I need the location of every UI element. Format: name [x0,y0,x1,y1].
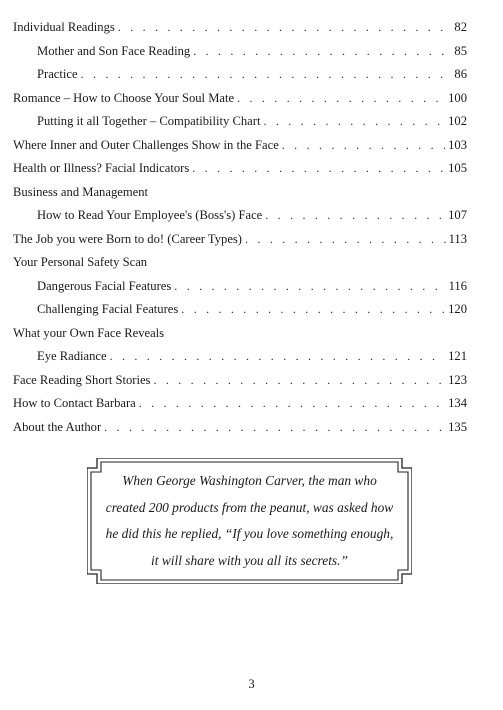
toc-entry [13,110,467,134]
dot-leader [245,228,446,252]
toc-entry-title: What your Own Face Reveals [13,325,165,340]
dot-leader [104,416,445,440]
toc-entry [13,345,467,369]
toc-entry-title: Practice [37,67,78,81]
toc-entry-page: 135 [448,419,467,434]
dot-leader [263,110,445,134]
quote-line: When George Washington Carver, the man who [122,473,377,488]
toc-entry-page: 121 [448,349,467,363]
carver-quote [105,468,394,574]
dot-leader [193,40,446,64]
dot-leader [265,204,445,228]
toc-entry-title: How to Contact Barbara [13,396,136,410]
toc-entry [13,63,467,87]
dot-leader [110,345,446,369]
toc-entry [13,322,467,346]
toc-entry-title: Dangerous Facial Features [37,278,172,293]
toc-entry [13,87,467,111]
dot-leader [237,87,445,111]
dot-leader [192,157,445,181]
toc-entry-title: The Job you were Born to do! (Career Types) [13,231,243,246]
toc-entry-title: Mother and Son Face Reading [37,43,191,58]
quote-line: he did this he replied, “If you love something enough, [105,526,394,541]
toc-entry [13,228,467,252]
dot-leader [282,134,445,158]
toc-entry-title: Eye Radiance [37,349,107,363]
toc-entry [13,392,467,416]
toc-entry [13,275,467,299]
toc-entry-title: Putting it all Together – Compatibility Chart [37,114,261,128]
toc-entry-page: 120 [448,302,467,316]
dot-leader [139,392,445,416]
quote-line: created 200 products from the peanut, was asked how [105,499,394,515]
toc-entry-title: Romance – How to Choose Your Soul Mate [13,90,235,105]
toc-entry [13,40,467,64]
toc-entry-title: How to Read Your Employee's (Boss's) Face [37,208,263,222]
toc-entry-title: About the Author [13,419,102,434]
toc-entry-title: Challenging Facial Features [37,302,179,316]
toc-entry-page: 105 [448,161,467,175]
dot-leader [174,275,445,299]
dot-leader [81,63,446,87]
dot-leader [181,298,445,322]
toc-entry-page: 134 [448,396,467,410]
toc-entry-title: Face Reading Short Stories [13,372,151,387]
table-of-contents [13,16,467,439]
toc-entry-page: 86 [454,67,467,81]
toc-entry [13,369,467,393]
toc-entry-page: 100 [448,90,467,105]
quote-line: it will share with you all its secrets.” [151,552,348,568]
toc-entry-title: Health or Illness? Facial Indicators [13,161,190,175]
toc-entry [13,251,467,275]
toc-entry-page: 85 [454,43,467,58]
toc-entry-page: 113 [448,231,467,246]
toc-entry [13,416,467,440]
toc-entry-page: 116 [448,278,467,293]
toc-entry-page: 102 [448,114,467,128]
toc-entry [13,204,467,228]
dot-leader [153,369,445,393]
toc-entry-title: Where Inner and Outer Challenges Show in the Face [13,137,279,152]
toc-entry-title: Business and Management [13,184,149,199]
quote-box [87,458,412,584]
toc-entry-page: 123 [448,372,467,387]
toc-entry-title: Your Personal Safety Scan [13,255,148,269]
toc-entry [13,134,467,158]
toc-entry-page: 103 [448,137,467,152]
toc-entry [13,157,467,181]
toc-entry-page: 82 [454,20,467,34]
dot-leader [118,16,446,40]
page-number: 3 [248,677,255,691]
toc-entry [13,16,467,40]
toc-entry [13,298,467,322]
toc-entry-title: Individual Readings [13,20,115,34]
toc-entry [13,181,467,205]
toc-entry-page: 107 [448,208,467,222]
